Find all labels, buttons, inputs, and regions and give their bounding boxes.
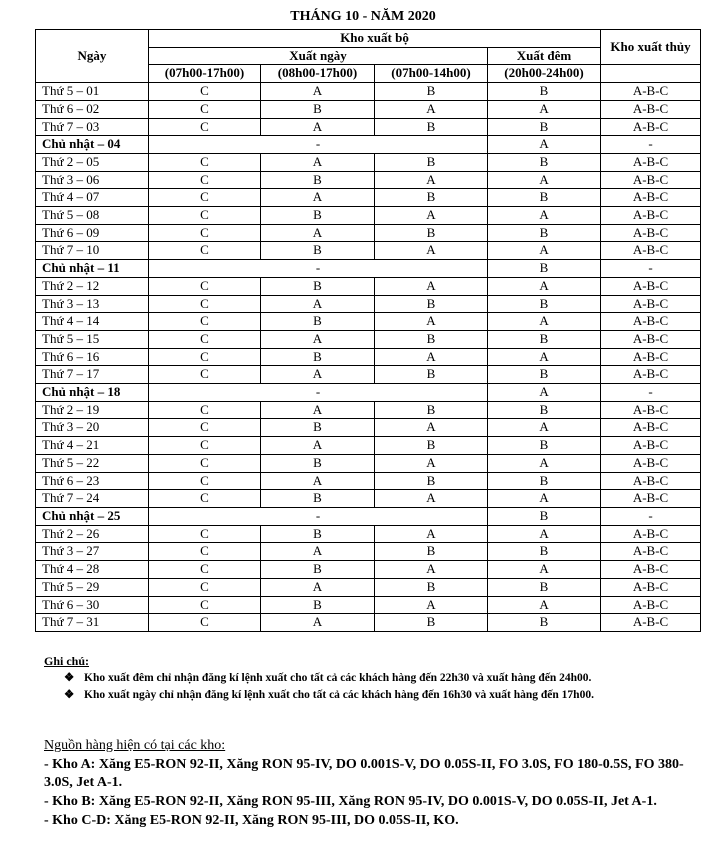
thuy-cell: A-B-C bbox=[601, 153, 701, 171]
header-xuat-dem: Xuất đêm bbox=[488, 47, 601, 65]
day-cell: Thứ 3 – 27 bbox=[36, 543, 149, 561]
slot-1-cell: C bbox=[149, 543, 261, 561]
day-cell: Chủ nhật – 04 bbox=[36, 136, 149, 154]
sources-label: Nguồn hàng hiện có tại các kho: bbox=[44, 738, 226, 753]
table-row bbox=[36, 118, 701, 136]
day-cell: Thứ 5 – 22 bbox=[36, 454, 149, 472]
slot-2-cell: B bbox=[261, 277, 375, 295]
thuy-cell: - bbox=[601, 507, 701, 525]
slot-3-cell: B bbox=[375, 295, 488, 313]
slot-1-cell: C bbox=[149, 578, 261, 596]
night-shift-cell: A bbox=[488, 207, 601, 225]
night-shift-cell: B bbox=[488, 614, 601, 632]
night-shift-cell: A bbox=[488, 277, 601, 295]
table-row bbox=[36, 472, 701, 490]
thuy-cell: A-B-C bbox=[601, 419, 701, 437]
slot-1-cell: C bbox=[149, 100, 261, 118]
thuy-cell: A-B-C bbox=[601, 437, 701, 455]
source-line-kho-b: - Kho B: Xăng E5-RON 92-II, Xăng RON 95-III, Xăng RON 95-IV, DO 0.001S-V, DO 0.05S-II, Jet A-1. bbox=[44, 794, 657, 809]
header-thuy-blank bbox=[601, 65, 701, 83]
slot-3-cell: A bbox=[375, 313, 488, 331]
day-cell: Thứ 7 – 03 bbox=[36, 118, 149, 136]
thuy-cell: A-B-C bbox=[601, 189, 701, 207]
table-row bbox=[36, 614, 701, 632]
table-row bbox=[36, 260, 701, 278]
night-shift-cell: B bbox=[488, 153, 601, 171]
table-row bbox=[36, 384, 701, 402]
thuy-cell: A-B-C bbox=[601, 596, 701, 614]
slot-1-cell: C bbox=[149, 454, 261, 472]
thuy-cell: - bbox=[601, 260, 701, 278]
diamond-bullet-icon: ❖ bbox=[64, 689, 75, 701]
slot-1-cell: C bbox=[149, 596, 261, 614]
slot-1-cell: C bbox=[149, 348, 261, 366]
slot-2-cell: A bbox=[261, 330, 375, 348]
table-row bbox=[36, 596, 701, 614]
day-cell: Chủ nhật – 11 bbox=[36, 260, 149, 278]
header-day: Ngày bbox=[36, 30, 149, 83]
table-row bbox=[36, 224, 701, 242]
day-cell: Thứ 2 – 26 bbox=[36, 525, 149, 543]
header-slot-3: (07h00-14h00) bbox=[375, 65, 488, 83]
thuy-cell: A-B-C bbox=[601, 171, 701, 189]
slot-2-cell: B bbox=[261, 100, 375, 118]
table-row bbox=[36, 153, 701, 171]
thuy-cell: A-B-C bbox=[601, 83, 701, 101]
day-cell: Thứ 7 – 31 bbox=[36, 614, 149, 632]
night-shift-cell: A bbox=[488, 313, 601, 331]
slot-1-cell: C bbox=[149, 224, 261, 242]
night-shift-cell: A bbox=[488, 419, 601, 437]
day-cell: Thứ 5 – 01 bbox=[36, 83, 149, 101]
thuy-cell: - bbox=[601, 136, 701, 154]
night-shift-cell: B bbox=[488, 295, 601, 313]
thuy-cell: A-B-C bbox=[601, 472, 701, 490]
day-cell: Thứ 7 – 10 bbox=[36, 242, 149, 260]
slot-2-cell: B bbox=[261, 242, 375, 260]
thuy-cell: A-B-C bbox=[601, 490, 701, 508]
slot-2-cell: A bbox=[261, 543, 375, 561]
table-row bbox=[36, 313, 701, 331]
slot-3-cell: A bbox=[375, 348, 488, 366]
night-shift-cell: B bbox=[488, 437, 601, 455]
slot-3-cell: B bbox=[375, 472, 488, 490]
slot-3-cell: B bbox=[375, 330, 488, 348]
thuy-cell: A-B-C bbox=[601, 242, 701, 260]
table-row bbox=[36, 83, 701, 101]
table-row bbox=[36, 437, 701, 455]
schedule-body bbox=[36, 83, 701, 632]
slot-2-cell: A bbox=[261, 366, 375, 384]
slot-3-cell: B bbox=[375, 437, 488, 455]
thuy-cell: A-B-C bbox=[601, 330, 701, 348]
slot-2-cell: B bbox=[261, 596, 375, 614]
slot-3-cell: A bbox=[375, 525, 488, 543]
slot-3-cell: B bbox=[375, 189, 488, 207]
thuy-cell: - bbox=[601, 384, 701, 402]
night-shift-cell: B bbox=[488, 472, 601, 490]
slot-3-cell: B bbox=[375, 83, 488, 101]
day-cell: Thứ 5 – 29 bbox=[36, 578, 149, 596]
table-row bbox=[36, 348, 701, 366]
table-row bbox=[36, 207, 701, 225]
night-shift-cell: B bbox=[488, 330, 601, 348]
table-row bbox=[36, 242, 701, 260]
night-shift-cell: A bbox=[488, 454, 601, 472]
header-slot-4: (20h00-24h00) bbox=[488, 65, 601, 83]
slot-3-cell: B bbox=[375, 401, 488, 419]
table-row bbox=[36, 189, 701, 207]
slot-1-cell: C bbox=[149, 437, 261, 455]
thuy-cell: A-B-C bbox=[601, 366, 701, 384]
thuy-cell: A-B-C bbox=[601, 277, 701, 295]
night-shift-cell: B bbox=[488, 401, 601, 419]
night-shift-cell: A bbox=[488, 100, 601, 118]
header-xuat-ngay: Xuất ngày bbox=[149, 47, 488, 65]
slot-2-cell: B bbox=[261, 419, 375, 437]
sources-section bbox=[44, 737, 694, 830]
night-shift-cell: A bbox=[488, 490, 601, 508]
slot-1-cell: C bbox=[149, 561, 261, 579]
table-row bbox=[36, 277, 701, 295]
thuy-cell: A-B-C bbox=[601, 561, 701, 579]
day-cell: Thứ 2 – 19 bbox=[36, 401, 149, 419]
slot-1-cell: C bbox=[149, 118, 261, 136]
table-row bbox=[36, 490, 701, 508]
note-text: Kho xuất đêm chỉ nhận đăng kí lệnh xuất cho tất cả các khách hàng đến 22h30 và xuất hàng đến 24h00. bbox=[84, 672, 592, 684]
table-row bbox=[36, 366, 701, 384]
thuy-cell: A-B-C bbox=[601, 525, 701, 543]
night-shift-cell: A bbox=[488, 348, 601, 366]
thuy-cell: A-B-C bbox=[601, 313, 701, 331]
day-shift-cell: - bbox=[149, 507, 488, 525]
slot-3-cell: A bbox=[375, 277, 488, 295]
day-cell: Thứ 3 – 13 bbox=[36, 295, 149, 313]
table-row bbox=[36, 136, 701, 154]
slot-2-cell: A bbox=[261, 472, 375, 490]
day-shift-cell: - bbox=[149, 136, 488, 154]
slot-1-cell: C bbox=[149, 295, 261, 313]
slot-2-cell: B bbox=[261, 454, 375, 472]
slot-3-cell: A bbox=[375, 171, 488, 189]
slot-2-cell: A bbox=[261, 437, 375, 455]
night-shift-cell: B bbox=[488, 507, 601, 525]
thuy-cell: A-B-C bbox=[601, 224, 701, 242]
slot-2-cell: B bbox=[261, 171, 375, 189]
slot-3-cell: A bbox=[375, 100, 488, 118]
night-shift-cell: A bbox=[488, 171, 601, 189]
day-cell: Thứ 4 – 28 bbox=[36, 561, 149, 579]
night-shift-cell: A bbox=[488, 596, 601, 614]
thuy-cell: A-B-C bbox=[601, 348, 701, 366]
header-slot-2: (08h00-17h00) bbox=[261, 65, 375, 83]
day-cell: Thứ 6 – 02 bbox=[36, 100, 149, 118]
table-row bbox=[36, 578, 701, 596]
slot-2-cell: B bbox=[261, 490, 375, 508]
slot-3-cell: B bbox=[375, 543, 488, 561]
note-item bbox=[64, 688, 694, 703]
night-shift-cell: B bbox=[488, 224, 601, 242]
night-shift-cell: A bbox=[488, 242, 601, 260]
day-cell: Chủ nhật – 25 bbox=[36, 507, 149, 525]
night-shift-cell: B bbox=[488, 83, 601, 101]
slot-1-cell: C bbox=[149, 401, 261, 419]
thuy-cell: A-B-C bbox=[601, 207, 701, 225]
slot-2-cell: A bbox=[261, 295, 375, 313]
slot-3-cell: A bbox=[375, 419, 488, 437]
day-cell: Thứ 7 – 17 bbox=[36, 366, 149, 384]
day-cell: Thứ 4 – 21 bbox=[36, 437, 149, 455]
slot-1-cell: C bbox=[149, 189, 261, 207]
slot-2-cell: A bbox=[261, 189, 375, 207]
slot-1-cell: C bbox=[149, 277, 261, 295]
table-row bbox=[36, 525, 701, 543]
day-cell: Thứ 3 – 06 bbox=[36, 171, 149, 189]
slot-1-cell: C bbox=[149, 153, 261, 171]
night-shift-cell: A bbox=[488, 384, 601, 402]
day-shift-cell: - bbox=[149, 384, 488, 402]
source-line-kho-a: - Kho A: Xăng E5-RON 92-II, Xăng RON 95-IV, DO 0.001S-V, DO 0.05S-II, FO 3.0S, FO 180-0.5S, FO 380-3.0S, Jet A-1. bbox=[44, 757, 684, 790]
table-row bbox=[36, 171, 701, 189]
day-cell: Thứ 6 – 23 bbox=[36, 472, 149, 490]
slot-2-cell: B bbox=[261, 525, 375, 543]
slot-3-cell: A bbox=[375, 596, 488, 614]
slot-3-cell: A bbox=[375, 454, 488, 472]
thuy-cell: A-B-C bbox=[601, 118, 701, 136]
notes-label: Ghi chú: bbox=[44, 654, 90, 668]
source-line-kho-cd: - Kho C-D: Xăng E5-RON 92-II, Xăng RON 95-III, DO 0.05S-II, KO. bbox=[44, 813, 459, 828]
day-cell: Thứ 6 – 30 bbox=[36, 596, 149, 614]
day-cell: Thứ 3 – 20 bbox=[36, 419, 149, 437]
night-shift-cell: A bbox=[488, 525, 601, 543]
slot-3-cell: B bbox=[375, 153, 488, 171]
slot-2-cell: B bbox=[261, 561, 375, 579]
slot-1-cell: C bbox=[149, 330, 261, 348]
slot-1-cell: C bbox=[149, 242, 261, 260]
table-row bbox=[36, 454, 701, 472]
slot-3-cell: B bbox=[375, 366, 488, 384]
slot-3-cell: A bbox=[375, 490, 488, 508]
header-kho-xuat-bo: Kho xuất bộ bbox=[149, 30, 601, 48]
slot-1-cell: C bbox=[149, 472, 261, 490]
day-cell: Thứ 7 – 24 bbox=[36, 490, 149, 508]
slot-3-cell: A bbox=[375, 207, 488, 225]
slot-2-cell: A bbox=[261, 224, 375, 242]
slot-1-cell: C bbox=[149, 525, 261, 543]
day-cell: Thứ 4 – 07 bbox=[36, 189, 149, 207]
slot-3-cell: B bbox=[375, 614, 488, 632]
night-shift-cell: B bbox=[488, 189, 601, 207]
slot-3-cell: B bbox=[375, 118, 488, 136]
slot-2-cell: B bbox=[261, 348, 375, 366]
day-shift-cell: - bbox=[149, 260, 488, 278]
thuy-cell: A-B-C bbox=[601, 401, 701, 419]
table-row bbox=[36, 543, 701, 561]
day-cell: Thứ 6 – 16 bbox=[36, 348, 149, 366]
thuy-cell: A-B-C bbox=[601, 614, 701, 632]
day-cell: Thứ 4 – 14 bbox=[36, 313, 149, 331]
slot-1-cell: C bbox=[149, 313, 261, 331]
slot-2-cell: A bbox=[261, 614, 375, 632]
table-row bbox=[36, 401, 701, 419]
thuy-cell: A-B-C bbox=[601, 295, 701, 313]
night-shift-cell: B bbox=[488, 260, 601, 278]
thuy-cell: A-B-C bbox=[601, 578, 701, 596]
slot-3-cell: A bbox=[375, 561, 488, 579]
night-shift-cell: B bbox=[488, 543, 601, 561]
slot-1-cell: C bbox=[149, 490, 261, 508]
day-cell: Thứ 5 – 15 bbox=[36, 330, 149, 348]
diamond-bullet-icon: ❖ bbox=[64, 672, 75, 684]
thuy-cell: A-B-C bbox=[601, 543, 701, 561]
night-shift-cell: B bbox=[488, 366, 601, 384]
slot-3-cell: B bbox=[375, 224, 488, 242]
slot-2-cell: A bbox=[261, 578, 375, 596]
day-cell: Thứ 6 – 09 bbox=[36, 224, 149, 242]
table-row bbox=[36, 330, 701, 348]
table-row bbox=[36, 561, 701, 579]
night-shift-cell: A bbox=[488, 136, 601, 154]
note-item bbox=[64, 671, 694, 686]
thuy-cell: A-B-C bbox=[601, 454, 701, 472]
slot-1-cell: C bbox=[149, 419, 261, 437]
note-text: Kho xuất ngày chỉ nhận đăng kí lệnh xuất cho tất cả các khách hàng đến 16h30 và xuất hàng đến 17h00. bbox=[84, 689, 594, 701]
day-cell: Thứ 2 – 12 bbox=[36, 277, 149, 295]
table-row bbox=[36, 507, 701, 525]
slot-2-cell: A bbox=[261, 118, 375, 136]
slot-2-cell: B bbox=[261, 207, 375, 225]
table-row bbox=[36, 295, 701, 313]
slot-1-cell: C bbox=[149, 614, 261, 632]
slot-1-cell: C bbox=[149, 171, 261, 189]
night-shift-cell: B bbox=[488, 578, 601, 596]
slot-2-cell: A bbox=[261, 83, 375, 101]
slot-1-cell: C bbox=[149, 207, 261, 225]
slot-3-cell: B bbox=[375, 578, 488, 596]
slot-1-cell: C bbox=[149, 83, 261, 101]
page-title: THÁNG 10 - NĂM 2020 bbox=[290, 9, 436, 24]
slot-2-cell: A bbox=[261, 153, 375, 171]
thuy-cell: A-B-C bbox=[601, 100, 701, 118]
header-slot-1: (07h00-17h00) bbox=[149, 65, 261, 83]
day-cell: Chủ nhật – 18 bbox=[36, 384, 149, 402]
slot-2-cell: B bbox=[261, 313, 375, 331]
header-kho-xuat-thuy: Kho xuất thủy bbox=[601, 30, 701, 65]
schedule-table bbox=[35, 29, 701, 632]
day-cell: Thứ 2 – 05 bbox=[36, 153, 149, 171]
notes-section bbox=[44, 654, 694, 703]
slot-2-cell: A bbox=[261, 401, 375, 419]
slot-1-cell: C bbox=[149, 366, 261, 384]
table-row bbox=[36, 419, 701, 437]
table-row bbox=[36, 100, 701, 118]
night-shift-cell: A bbox=[488, 561, 601, 579]
night-shift-cell: B bbox=[488, 118, 601, 136]
slot-3-cell: A bbox=[375, 242, 488, 260]
day-cell: Thứ 5 – 08 bbox=[36, 207, 149, 225]
